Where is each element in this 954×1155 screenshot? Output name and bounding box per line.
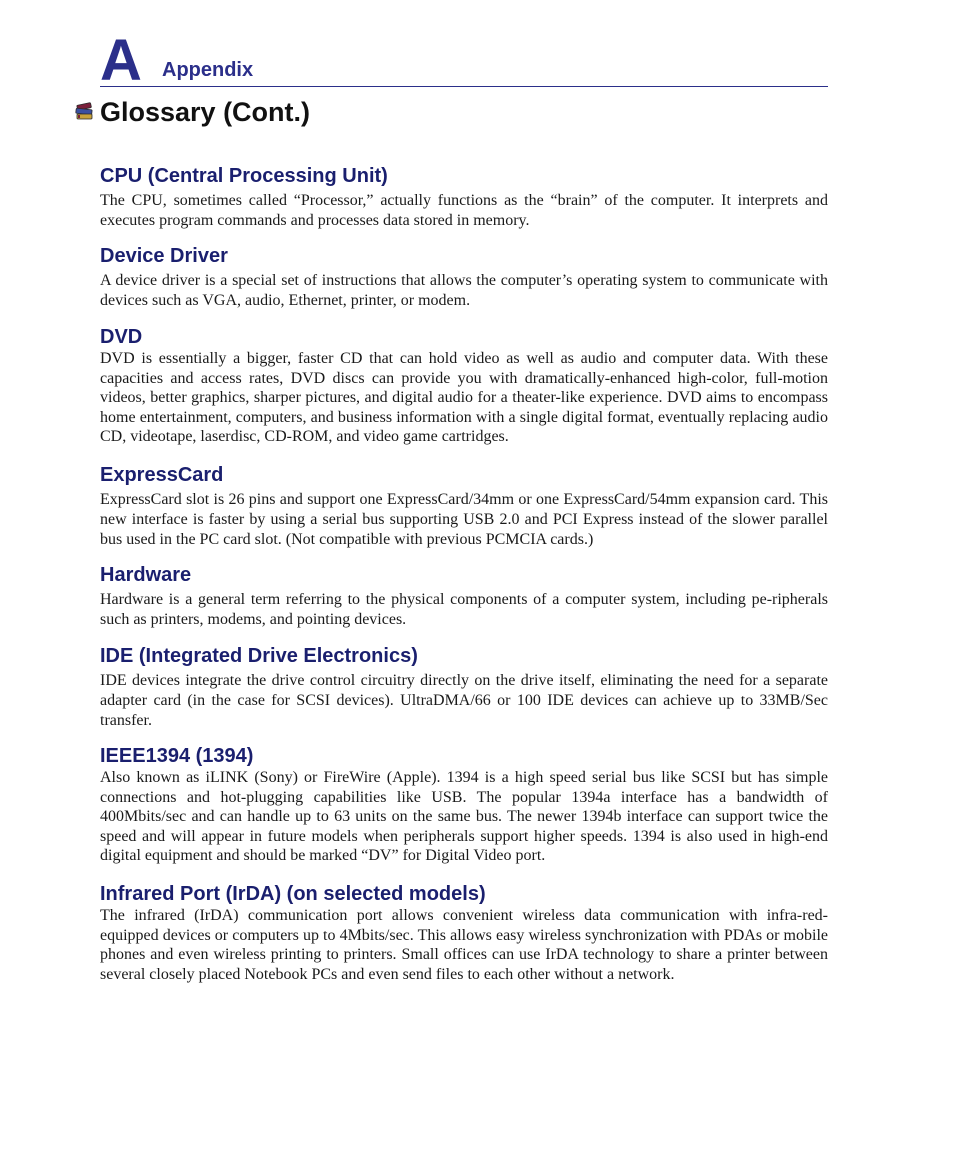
- term-definition: IDE devices integrate the drive control circuitry directly on the drive itself, eliminating the need for a separate adapter card (in the case for SCSI devices). UltraDMA/66 or 100 IDE devices can achieve up to 33MB/Sec transfer.: [100, 672, 828, 729]
- term-definition: The CPU, sometimes called “Processor,” actually functions as the “brain” of the computer. It interprets and executes program commands and processes data stored in memory.: [100, 192, 828, 229]
- term-heading: IDE (Integrated Drive Electronics): [100, 645, 418, 667]
- term-heading: ExpressCard: [100, 464, 224, 486]
- glossary-entry-device-driver: [100, 244, 828, 311]
- term-heading: Hardware: [100, 564, 192, 586]
- term-heading: Device Driver: [100, 245, 228, 267]
- glossary-entry-infrared: [100, 882, 828, 984]
- glossary-entry-ide: [100, 644, 828, 731]
- term-definition: A device driver is a special set of instructions that allows the computer’s operating system to communicate with devices such as VGA, audio, Ethernet, printer, or modem.: [100, 272, 828, 309]
- term-heading: IEEE1394 (1394): [100, 745, 254, 767]
- book-stack-icon: [74, 101, 96, 123]
- glossary-entry-hardware: [100, 563, 828, 630]
- term-heading: Infrared Port (IrDA) (on selected models): [100, 883, 486, 905]
- chapter-name: Appendix: [162, 59, 254, 81]
- glossary-entry-expresscard: [100, 463, 828, 550]
- term-definition: Also known as iLINK (Sony) or FireWire (Apple). 1394 is a high speed serial bus like SCSI but has simple connections and hot-plugging capabilities like USB. The popular 1394a interface has a bandwidth of 400Mbits/sec and can handle up to 63 units on the same bus. The newer 1394b interface can support twice the speed and will appear in future models when peripherals support higher speeds. 1394 is also used in high-end digital equipment and should be marked “DV” for Digital Video port.: [100, 769, 828, 864]
- term-definition: The infrared (IrDA) communication port allows convenient wireless data communication with infra-red-equipped devices or computers up to 4Mbits/sec. This allows easy wireless synchronization with PDAs or mobile phones and even wireless printing to printers. Small offices can use IrDA technology to share a printer between several closely placed Notebook PCs and even send files to each other without a network.: [100, 907, 828, 983]
- term-heading: CPU (Central Processing Unit): [100, 165, 388, 187]
- term-definition: DVD is essentially a bigger, faster CD that can hold video as well as audio and computer data. With these capacities and access rates, DVD discs can provide you with dramatically-enhanced high-color, full-motion videos, better graphics, sharper pictures, and digital audio for a theater-like experience. DVD aims to encompass home entertainment, computers, and business information with a single digital format, eventually replacing audio CD, videotape, laserdisc, CD-ROM, and video game cartridges.: [100, 350, 828, 445]
- chapter-header: [100, 28, 828, 93]
- term-definition: ExpressCard slot is 26 pins and support one ExpressCard/34mm or one ExpressCard/54mm expansion card. This new interface is faster by using a serial bus supporting USB 2.0 and PCI Express instead of the slower parallel bus used in the PC card slot. (Not compatible with previous PCMCIA cards.): [100, 491, 828, 548]
- glossary-entry-cpu: [100, 164, 828, 231]
- term-definition: Hardware is a general term referring to the physical components of a computer system, including pe-ripherals such as printers, modems, and pointing devices.: [100, 591, 828, 628]
- page-title-row: [74, 94, 310, 130]
- page-title: Glossary (Cont.): [100, 97, 311, 127]
- glossary-entry-dvd: [100, 325, 828, 447]
- glossary-entry-ieee1394: [100, 744, 828, 866]
- term-heading: DVD: [100, 326, 143, 348]
- chapter-letter: A: [100, 28, 142, 93]
